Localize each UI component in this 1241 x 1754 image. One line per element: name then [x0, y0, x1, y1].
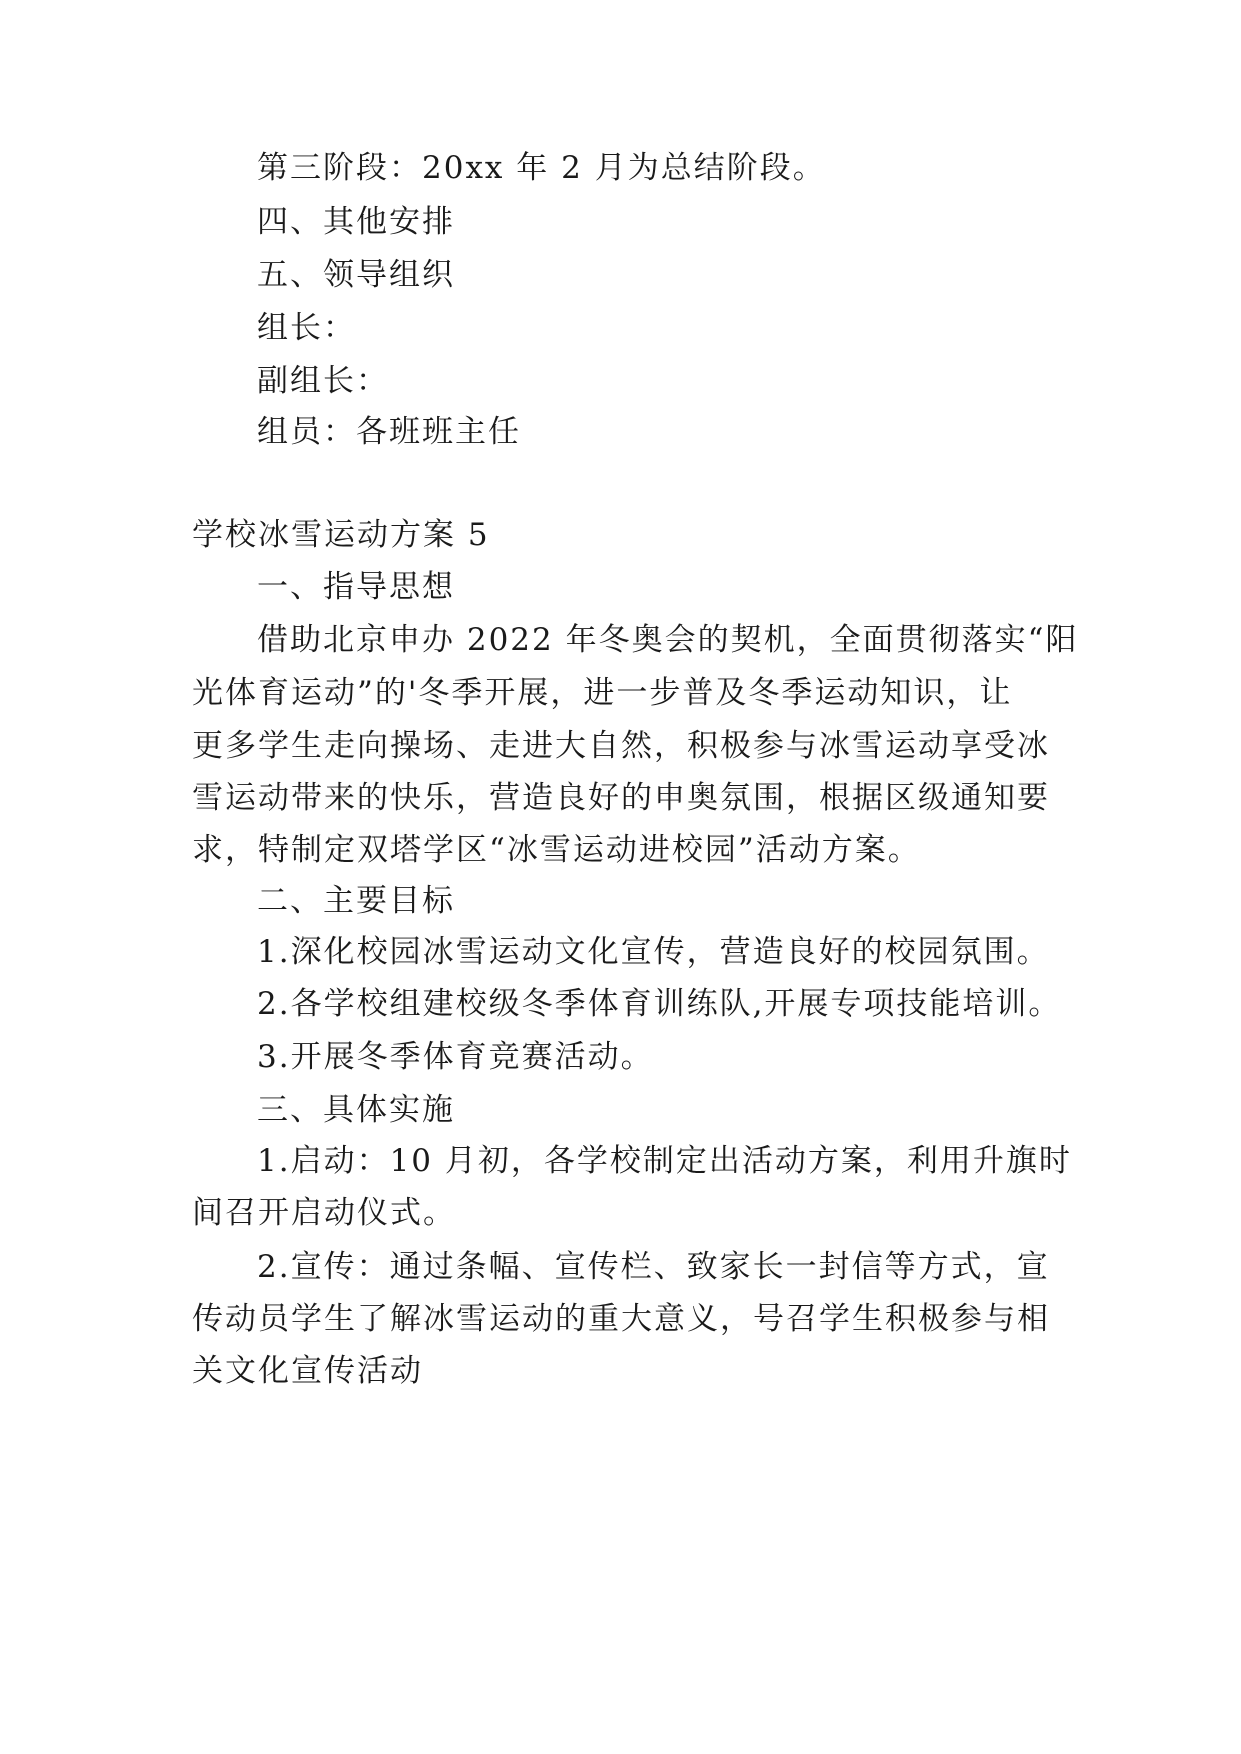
- stage-3-line: 第三阶段：20xx 年 2 月为总结阶段。: [257, 150, 826, 186]
- publicity-paragraph-line: 关文化宣传活动: [192, 1353, 423, 1389]
- guiding-paragraph-line: 光体育运动”的'冬季开展，进一步普及冬季运动知识，让: [192, 675, 1013, 711]
- leader-line: 组长：: [257, 310, 356, 346]
- other-arrangements-heading: 四、其他安排: [257, 204, 455, 240]
- section-title: 学校冰雪运动方案 5: [192, 517, 490, 553]
- launch-paragraph-line: 间召开启动仪式。: [192, 1195, 456, 1231]
- guiding-paragraph-line: 更多学生走向操场、走进大自然，积极参与冰雪运动享受冰: [192, 728, 1050, 764]
- goals-heading: 二、主要目标: [257, 883, 455, 919]
- goal-item: 3.开展冬季体育竞赛活动。: [257, 1039, 654, 1075]
- goal-item: 1.深化校园冰雪运动文化宣传，营造良好的校园氛围。: [257, 934, 1050, 970]
- publicity-paragraph-line: 2.宣传：通过条幅、宣传栏、致家长一封信等方式，宣: [257, 1249, 1050, 1285]
- members-line: 组员：各班班主任: [257, 414, 521, 450]
- guiding-paragraph-line: 求，特制定双塔学区“冰雪运动进校园”活动方案。: [192, 832, 921, 868]
- implementation-heading: 三、具体实施: [257, 1092, 455, 1128]
- guiding-paragraph-line: 雪运动带来的快乐，营造良好的申奥氛围，根据区级通知要: [192, 780, 1050, 816]
- goal-item: 2.各学校组建校级冬季体育训练队,开展专项技能培训。: [257, 986, 1062, 1022]
- publicity-paragraph-line: 传动员学生了解冰雪运动的重大意义，号召学生积极参与相: [192, 1301, 1050, 1337]
- leadership-heading: 五、领导组织: [257, 257, 455, 293]
- deputy-leader-line: 副组长：: [257, 363, 389, 399]
- guiding-heading: 一、指导思想: [257, 569, 455, 605]
- guiding-paragraph-line: 借助北京申办 2022 年冬奥会的契机，全面贯彻落实“阳: [257, 622, 1079, 658]
- launch-paragraph-line: 1.启动：10 月初，各学校制定出活动方案，利用升旗时: [257, 1143, 1072, 1179]
